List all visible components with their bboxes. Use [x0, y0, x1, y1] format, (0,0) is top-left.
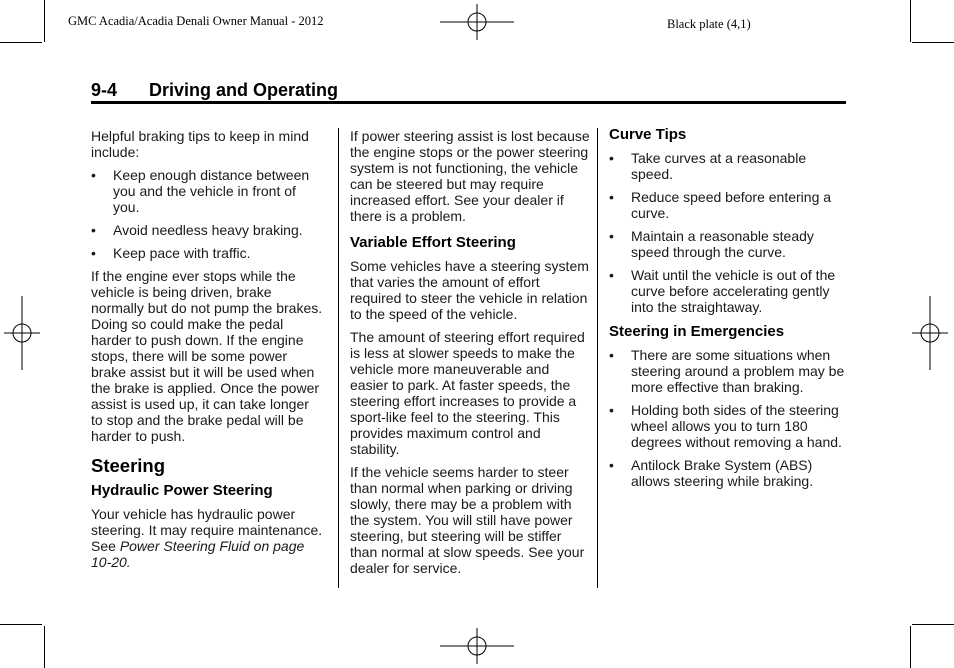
list-item-text: There are some situations when steering around a problem may be more effective than braking. — [631, 347, 845, 395]
bullet-icon: • — [609, 267, 614, 283]
variable-paragraph-3: If the vehicle seems harder to steer than normal when parking or driving slowly, there may be a problem with the system. You will still have power steering, but steering will be stiffer than normal at slow speeds. See your dealer for service. — [350, 464, 585, 576]
crop-mark — [912, 624, 954, 625]
registration-mark-icon — [4, 296, 40, 370]
list-item-text: Avoid needless heavy braking. — [113, 222, 303, 238]
crop-mark — [44, 626, 45, 668]
variable-paragraph-1: Some vehicles have a steering system that varies the amount of effort required to steer the vehicle in relation to the speed of the vehicle. — [350, 258, 589, 322]
power-steering-fluid-link[interactable]: Power Steering Fluid on page 10-20. — [91, 538, 305, 570]
list-item-text: Antilock Brake System (ABS) allows steering while braking. — [631, 457, 814, 489]
hydraulic-paragraph — [91, 506, 323, 570]
bullet-icon: • — [609, 150, 614, 166]
emergency-list — [609, 347, 849, 489]
list-item — [91, 222, 323, 238]
bullet-icon: • — [609, 402, 614, 418]
crop-mark — [910, 0, 911, 42]
variable-paragraph-2: The amount of steering effort required is less at slower speeds to make the vehicle more maneuverable and easier to park. At faster speeds, the steering effort increases to provide a sport-like feel to the steering. This provides maximum control and stability. — [350, 329, 585, 457]
variable-effort-heading: Variable Effort Steering — [350, 234, 516, 251]
list-item — [609, 402, 849, 450]
list-item-text: Holding both sides of the steering wheel allows you to turn 180 degrees without removing a hand. — [631, 402, 842, 450]
crop-mark — [44, 0, 45, 42]
assist-lost-paragraph: If power steering assist is lost because the engine stops or the power steering system is not functioning, the vehicle can be steered but may require increased effort. See your dealer if there is a problem. — [350, 128, 590, 224]
braking-intro: Helpful braking tips to keep in mind include: — [91, 128, 309, 160]
bullet-icon: • — [91, 245, 96, 261]
column-divider — [597, 128, 598, 588]
list-item-text: Reduce speed before entering a curve. — [631, 189, 832, 221]
list-item — [609, 267, 849, 315]
emergency-heading: Steering in Emergencies — [609, 323, 785, 340]
list-item-text: Take curves at a reasonable speed. — [631, 150, 807, 182]
list-item — [91, 167, 323, 215]
crop-mark — [912, 42, 954, 43]
registration-mark-icon — [912, 296, 948, 370]
list-item — [609, 457, 849, 489]
list-item — [91, 245, 323, 261]
list-item — [609, 189, 849, 221]
list-item-text: Keep enough distance between you and the vehicle in front of you. — [113, 167, 310, 215]
bullet-icon: • — [609, 228, 614, 244]
curve-tips-heading: Curve Tips — [609, 126, 687, 143]
list-item-text: Keep pace with traffic. — [113, 245, 251, 261]
column-middle — [350, 128, 590, 583]
curve-tips-list — [609, 150, 849, 315]
column-right — [609, 126, 849, 496]
list-item — [609, 347, 849, 395]
hydraulic-heading: Hydraulic Power Steering — [91, 482, 273, 499]
engine-stop-paragraph: If the engine ever stops while the vehicle is being driven, brake normally but do not pump the brakes. Doing so could make the pedal harder to push down. If the engine stops, there will be some power brake assist but it will be used when the brake is applied. Once the power assist is used up, it can take longer to stop and the brake pedal will be harder to push. — [91, 268, 323, 444]
section-header — [91, 80, 846, 102]
list-item-text: Maintain a reasonable steady speed through the curve. — [631, 228, 814, 260]
crop-mark — [0, 624, 42, 625]
column-left — [91, 128, 323, 577]
bullet-icon: • — [91, 222, 96, 238]
registration-mark-icon — [440, 4, 514, 40]
crop-mark — [0, 42, 42, 43]
crop-mark — [910, 626, 911, 668]
column-divider — [338, 128, 339, 588]
list-item-text: Wait until the vehicle is out of the curve before accelerating gently into the straightaway. — [631, 267, 836, 315]
print-header-plate: Black plate (4,1) — [667, 17, 751, 31]
section-title: Driving and Operating — [149, 80, 339, 100]
print-header-title: GMC Acadia/Acadia Denali Owner Manual - 2012 — [68, 14, 324, 28]
header-rule — [91, 101, 846, 104]
braking-tips-list — [91, 167, 323, 261]
list-item — [609, 150, 849, 182]
bullet-icon: • — [609, 347, 614, 363]
hydraulic-text: Your vehicle has hydraulic power steering. It may require maintenance. See — [91, 506, 323, 554]
bullet-icon: • — [609, 457, 614, 473]
registration-mark-icon — [440, 628, 514, 664]
list-item — [609, 228, 849, 260]
steering-heading: Steering — [91, 455, 166, 476]
bullet-icon: • — [91, 167, 96, 183]
page-number: 9-4 — [91, 80, 118, 100]
bullet-icon: • — [609, 189, 614, 205]
